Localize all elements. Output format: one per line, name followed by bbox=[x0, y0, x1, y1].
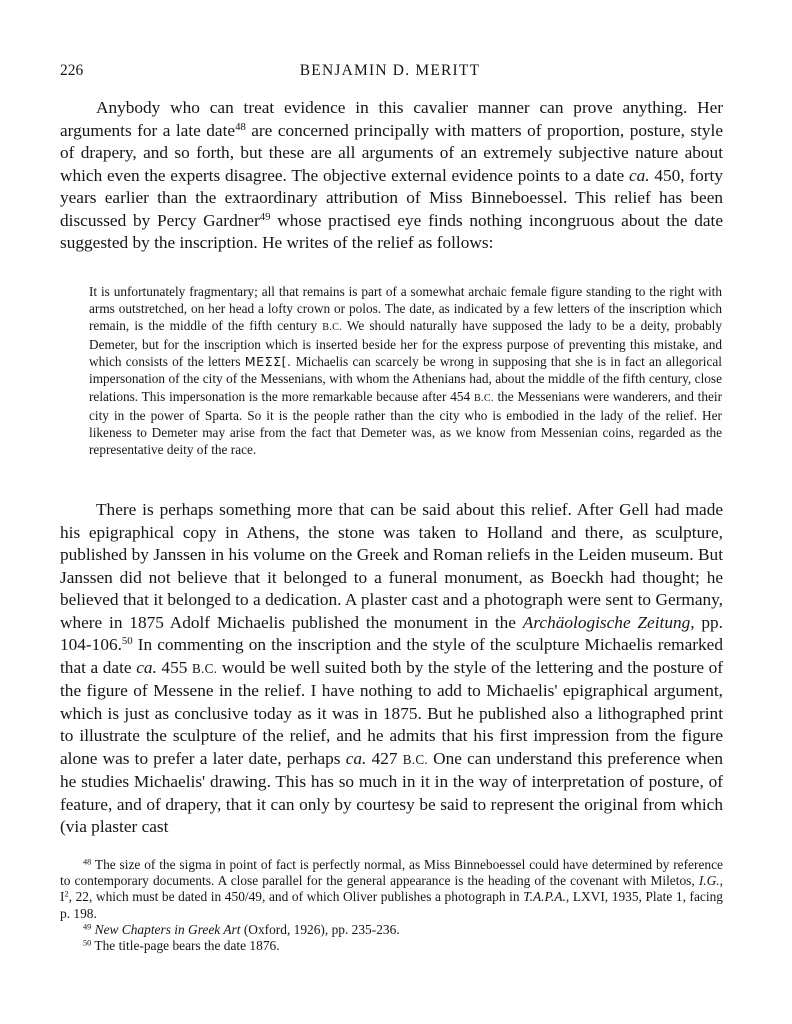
text: pp. 104-106. bbox=[60, 612, 724, 654]
text: , 22, which must be dated in 450/49, and of which Oliver publishes a photograph in bbox=[68, 889, 524, 905]
abbrev-bc: B.C. bbox=[191, 660, 218, 676]
text: There is perhaps something more that can be said about this relief. After Gell had made his epigraphical copy in Athens, the stone was taken to Holland and there, as sculpture, published by Janssen in his volume on the Greek and Roman reliefs in the Leiden museum. But Janssen did not believe that it belonged to a funeral monument, as Boeckh had thought; he believed that it belonged to a dedication. A plaster cast and a photograph were sent to Germany, where in 1875 Adolf Michaelis published the monument in the bbox=[60, 500, 723, 632]
text: whose practised eye finds nothing incongruous about the date suggested by the inscription. He writes of the relief as follows: bbox=[60, 210, 723, 252]
abbrev-bc: B.C. bbox=[473, 392, 494, 404]
footnote-ref-50[interactable]: 50 bbox=[121, 635, 133, 648]
footnote-number: 49 bbox=[83, 922, 92, 932]
text: The size of the sigma in point of fact is perfectly normal, as Miss Binneboessel could have determined by reference to contemporary documents. A close parallel for the general appearance is the heading of the covenant with Miletos, bbox=[60, 857, 723, 889]
footnote-ref-48[interactable]: 48 bbox=[235, 120, 246, 133]
footnote-number: 48 bbox=[83, 857, 92, 867]
text: 455 bbox=[156, 657, 192, 677]
text: would be well suited both by the style of the lettering and the posture of the figure of Messene in the relief. I have nothing to add to Michaelis' epigraphical argument, which is just as conclusive today as it was in 1875. But he published also a lithographed print to illustrate the sculpture of the relief, and he admits that his first impression from the figure alone was to prefer a later date, perhaps bbox=[60, 657, 724, 768]
footnote-49 bbox=[60, 922, 723, 938]
footnote-ref-49[interactable]: 49 bbox=[259, 210, 271, 223]
abbrev-bc: B.C. bbox=[402, 751, 428, 767]
block-quote bbox=[89, 283, 722, 458]
page-header bbox=[60, 62, 720, 86]
text: It is unfortunately fragmentary; all that remains is part of a somewhat archaic female figure standing to the right with arms outstretched, on her head a lofty crown or polos. The date, as indicated by a few letters of the inscription which remain, is the middle of the fifth century bbox=[89, 284, 722, 334]
abbrev-circa: ca. bbox=[628, 165, 650, 185]
journal-title: Archäologische Zeitung, bbox=[522, 612, 695, 632]
text: I bbox=[60, 889, 65, 905]
footnote-48 bbox=[60, 857, 723, 922]
citation-ig: I.G., bbox=[698, 873, 723, 889]
text: (Oxford, 1926), pp. 235-236. bbox=[240, 921, 400, 937]
running-head: BENJAMIN D. MERITT bbox=[299, 62, 481, 79]
text: In commenting on the inscription and the style of the sculpture Michaelis remarked that a date bbox=[60, 635, 723, 677]
abbrev-circa: ca. bbox=[136, 657, 157, 677]
text: Michaelis can scarcely be wrong in supposing that she is in fact an allegorical impersonation of the city of the Messenians, with whom the Athenians had, about the middle of the fifth century, close relations. This impersonation is the more remarkable because after 454 bbox=[89, 354, 722, 404]
text: the Messenians were wanderers, and their city in the power of Sparta. So it is the people rather than the city who is embodied in the lady of the relief. Her likeness to Demeter may arise from the fact that Demeter was, as we know from Messenian coins, regarded as the representative deity of the race. bbox=[89, 388, 722, 457]
page-number: 226 bbox=[60, 62, 84, 79]
text: The title-page bears the date 1876. bbox=[91, 938, 280, 954]
abbrev-bc: B.C. bbox=[322, 322, 342, 334]
text: LXVI, 1935, Plate 1, facing p. 198. bbox=[60, 889, 723, 921]
book-title: New Chapters in Greek Art bbox=[94, 921, 241, 937]
text: Anybody who can treat evidence in this cavalier manner can prove anything. Her arguments for a late date bbox=[60, 98, 723, 140]
text: 427 bbox=[366, 748, 403, 768]
text: We should naturally have supposed the lady to be a deity, probably Demeter, but for the inscription which is inserted beside her for the express purpose of preventing this mistake, and which consists of the letters bbox=[89, 318, 722, 370]
footnote-50 bbox=[60, 938, 723, 954]
footnotes bbox=[60, 857, 723, 954]
citation-tapa: T.A.P.A., bbox=[523, 889, 570, 905]
greek-inscription: ΜΕΣΣ[. bbox=[244, 354, 292, 370]
text: 450, forty years earlier than the extraordinary attribution of Miss Binneboessel. This relief has been discussed by Percy Gardner bbox=[60, 165, 723, 230]
body-paragraph-2 bbox=[60, 499, 723, 839]
abbrev-circa: ca. bbox=[345, 748, 367, 768]
superscript: 2 bbox=[64, 889, 69, 899]
text: One can understand this preference when he studies Michaelis' drawing. This has so much in it in the way of interpretation of posture, of feature, and of drapery, that it can only by courtesy be said to represent the original from which (via plaster cast bbox=[60, 748, 724, 836]
body-paragraph-1 bbox=[60, 97, 723, 255]
footnote-number: 50 bbox=[83, 938, 92, 948]
text: are concerned principally with matters of proportion, posture, style of drapery, and so forth, but these are all arguments of an extremely subjective nature about which even the experts disagree. The objective external evidence points to a date bbox=[60, 120, 723, 185]
